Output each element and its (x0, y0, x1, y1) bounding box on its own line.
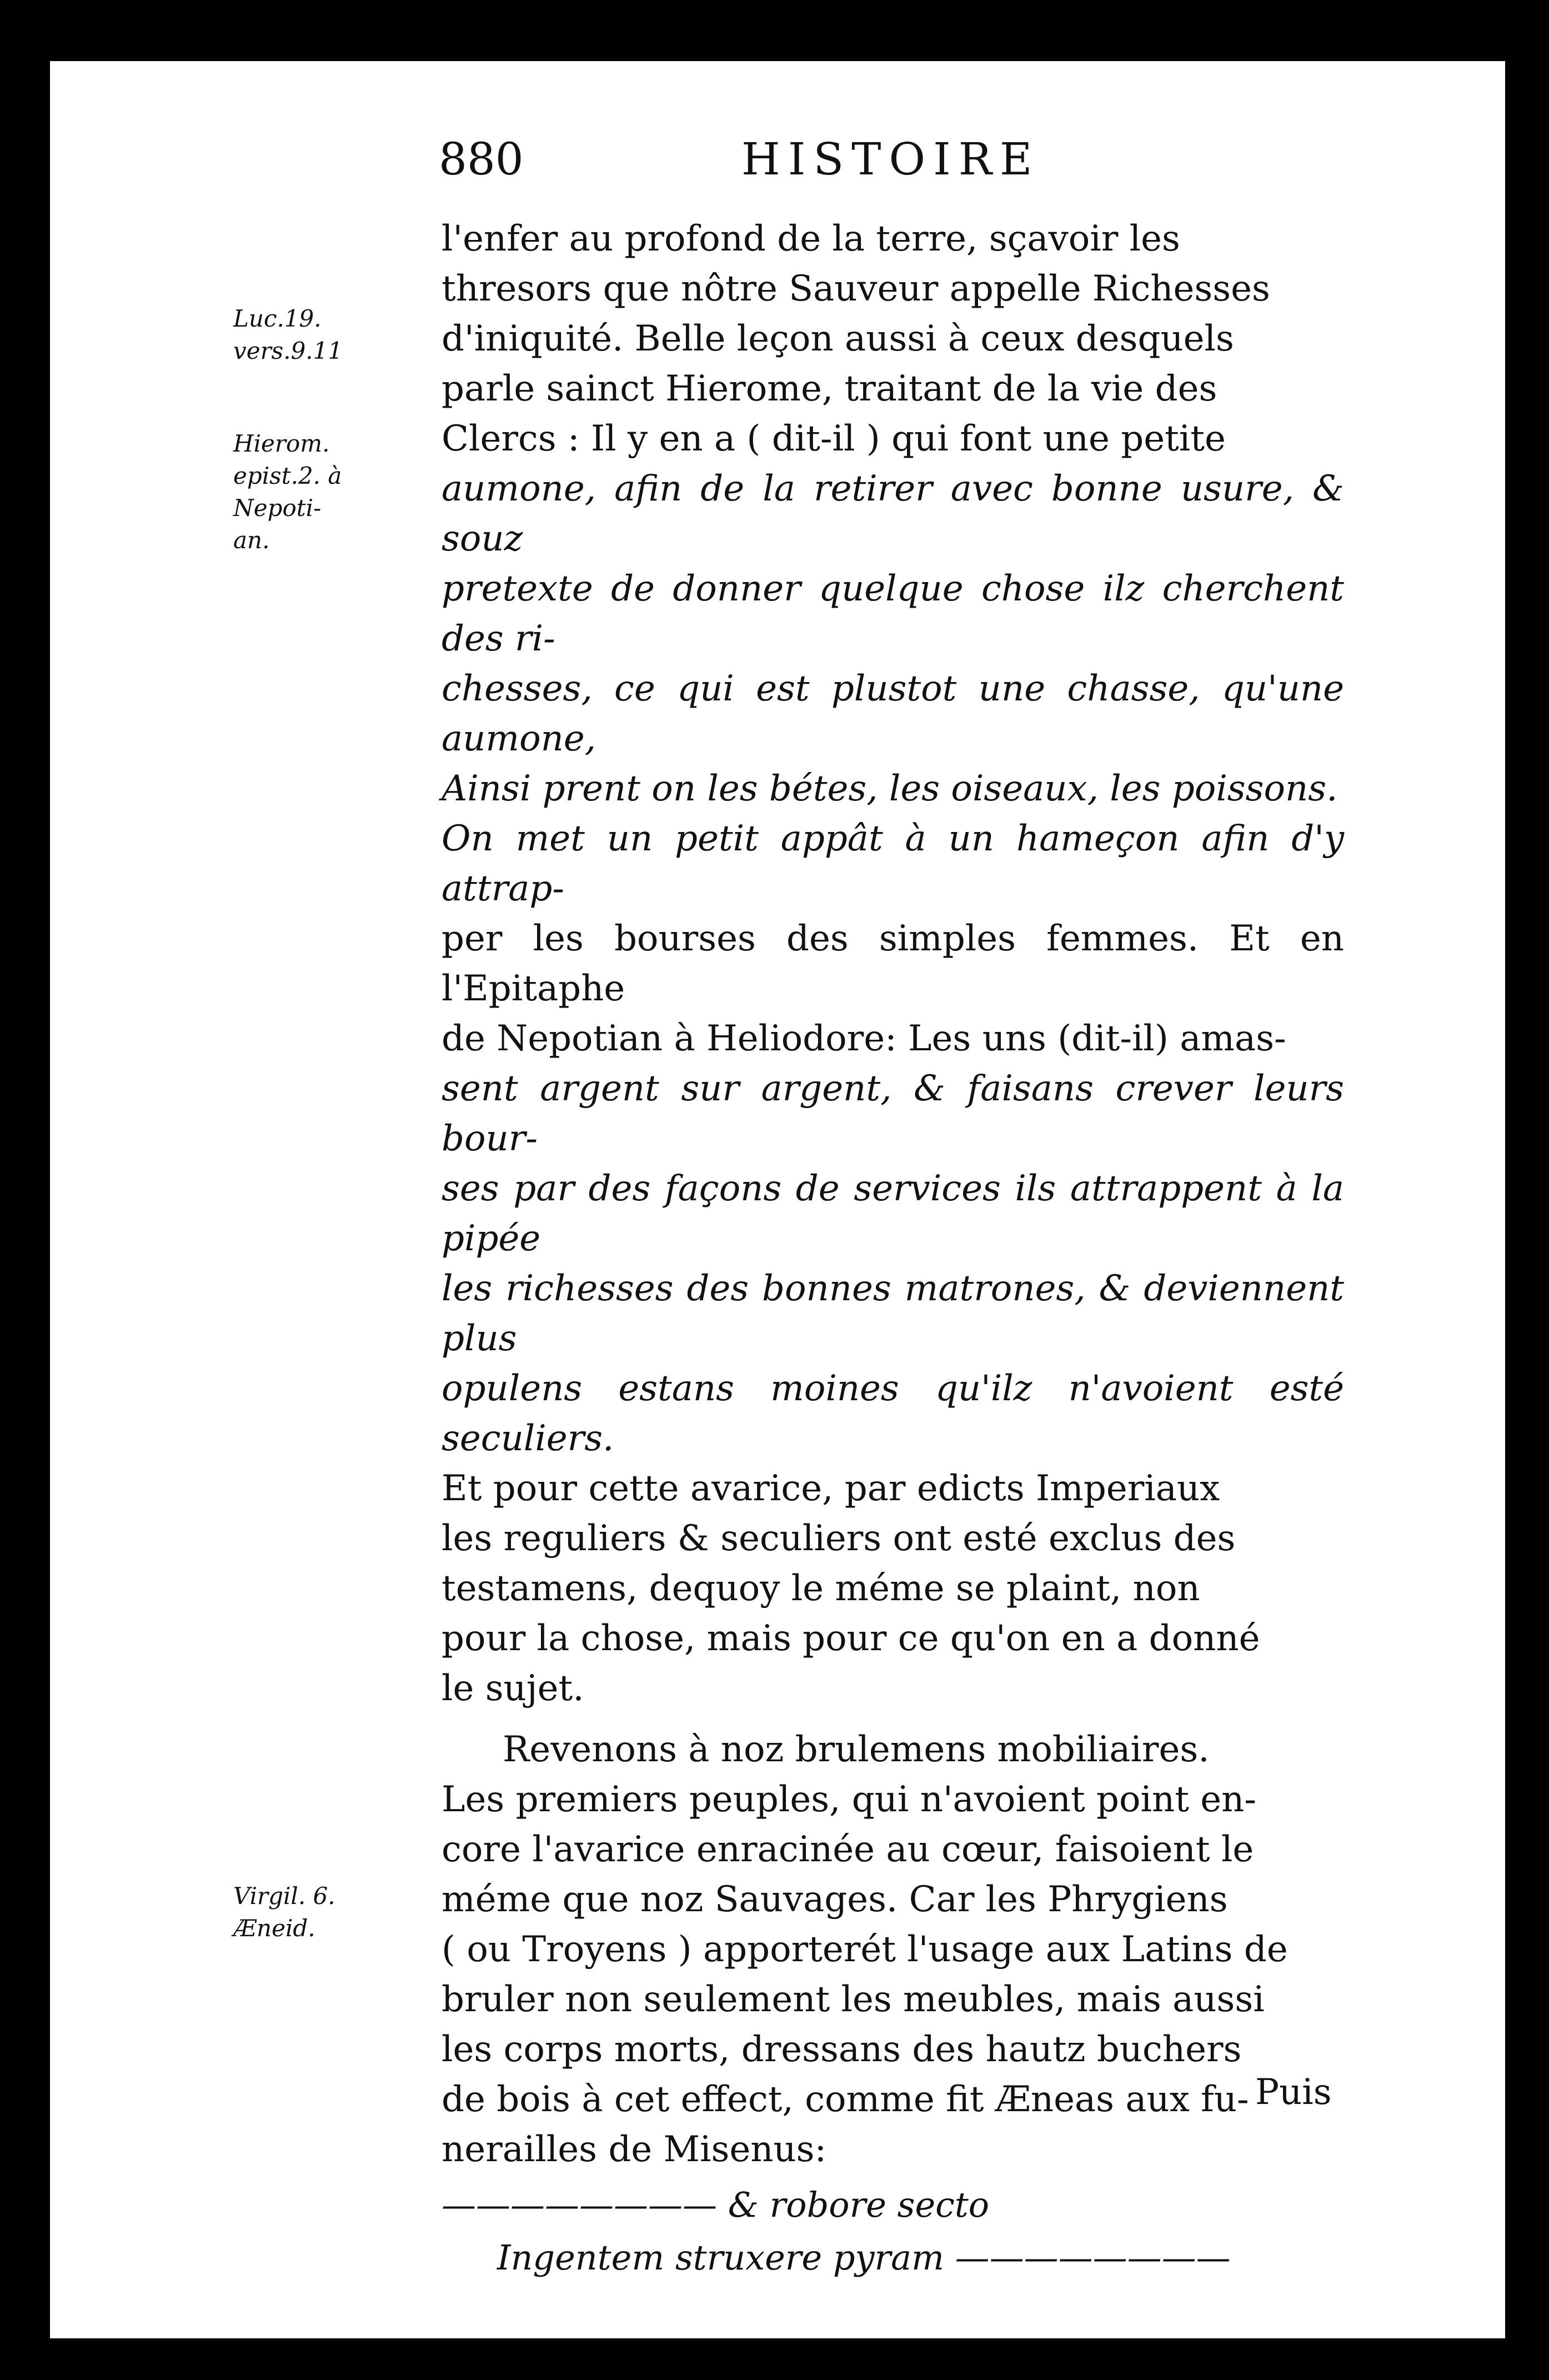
verse-block (442, 2180, 1344, 2291)
text-line: bruler non seulement les meubles, mais aussi (442, 1979, 1265, 2020)
text-line: pour la chose, mais pour ce qu'on en a donné (442, 1618, 1260, 1659)
text-line: per les bourses des simples femmes. Et en l'Epitaphe (442, 918, 1344, 1009)
body-text (442, 214, 1344, 2291)
binding-shadow (0, 0, 50, 2380)
text-line: pretexte de donner quelque chose ilz cherchent des ri- (442, 568, 1344, 659)
text-line: de Nepotian à Heliodore: Les uns (dit-il) amas- (442, 1018, 1286, 1059)
text-line: nerailles de Misenus: (442, 2129, 827, 2170)
margin-note-hierom (233, 428, 439, 557)
margin-note-line: Virgil. 6. (233, 1882, 335, 1910)
text-line: les reguliers & seculiers ont esté exclus des (442, 1518, 1236, 1559)
text-line: ses par des façons de services ils attrappent à la pipée (442, 1168, 1344, 1259)
text-line: ( ou Troyens ) apporterét l'usage aux Latins de (442, 1929, 1288, 1970)
text-line: testamens, dequoy le méme se plaint, non (442, 1568, 1200, 1609)
verse-line-2: Ingentem struxere pyram ———————— (497, 2237, 1231, 2278)
margin-note-virgil (233, 1880, 439, 1945)
paragraph-1 (442, 214, 1344, 1713)
text-line: opulens estans moines qu'ilz n'avoient esté seculiers. (442, 1368, 1344, 1459)
verse-line-1: ———————— & robore secto (442, 2184, 990, 2225)
text-line: core l'avarice enracinée au cœur, faisoient le (442, 1829, 1254, 1870)
text-line: de bois à cet effect, comme fit Æneas aux fu- (442, 2079, 1249, 2120)
text-line: On met un petit appât à un hameçon afin d'y attrap- (442, 818, 1344, 909)
text-line: Et pour cette avarice, par edicts Imperiaux (442, 1468, 1220, 1509)
text-line: Les premiers peuples, qui n'avoient point en- (442, 1779, 1256, 1820)
text-line: Ainsi prent on les bétes, les oiseaux, les poissons. (442, 768, 1338, 809)
text-line: d'iniquité. Belle leçon aussi à ceux desquels (442, 318, 1234, 359)
text-line: parle sainct Hierome, traitant de la vie des (442, 368, 1217, 409)
margin-note-line: Nepoti- (233, 494, 322, 522)
margin-note-luke (233, 303, 439, 367)
text-line: les corps morts, dressans des hautz buchers (442, 2029, 1242, 2070)
catchword: Puis (1255, 2072, 1332, 2113)
text-line: le sujet. (442, 1668, 584, 1709)
text-line: Clercs : Il y en a ( dit-il ) qui font une petite (442, 418, 1226, 459)
text-line: sent argent sur argent, & faisans crever leurs bour- (442, 1068, 1344, 1159)
text-line: méme que noz Sauvages. Car les Phrygiens (442, 1879, 1228, 1920)
text-line: thresors que nôtre Sauveur appelle Richesses (442, 268, 1270, 309)
running-head: HISTOIRE (741, 133, 1040, 185)
margin-note-line: Æneid. (233, 1915, 315, 1942)
text-line: l'enfer au profond de la terre, sçavoir les (442, 218, 1180, 259)
margin-note-line: an. (233, 527, 270, 554)
margin-note-line: Hierom. (233, 430, 330, 457)
text-line: les richesses des bonnes matrones, & deviennent plus (442, 1268, 1344, 1359)
margin-note-line: vers.9.11 (233, 337, 343, 364)
page-right-edge (1521, 0, 1549, 2380)
margin-note-line: epist.2. à (233, 462, 342, 489)
paragraph-2 (442, 1725, 1344, 2174)
page-header (439, 133, 1327, 200)
text-line: aumone, afin de la retirer avec bonne usure, & souz (442, 468, 1344, 559)
text-line: chesses, ce qui est plustot une chasse, qu'une aumone, (442, 668, 1344, 759)
margin-note-line: Luc.19. (233, 305, 322, 332)
page-number: 880 (439, 133, 524, 185)
text-line: Revenons à noz brulemens mobiliaires. (503, 1729, 1210, 1770)
